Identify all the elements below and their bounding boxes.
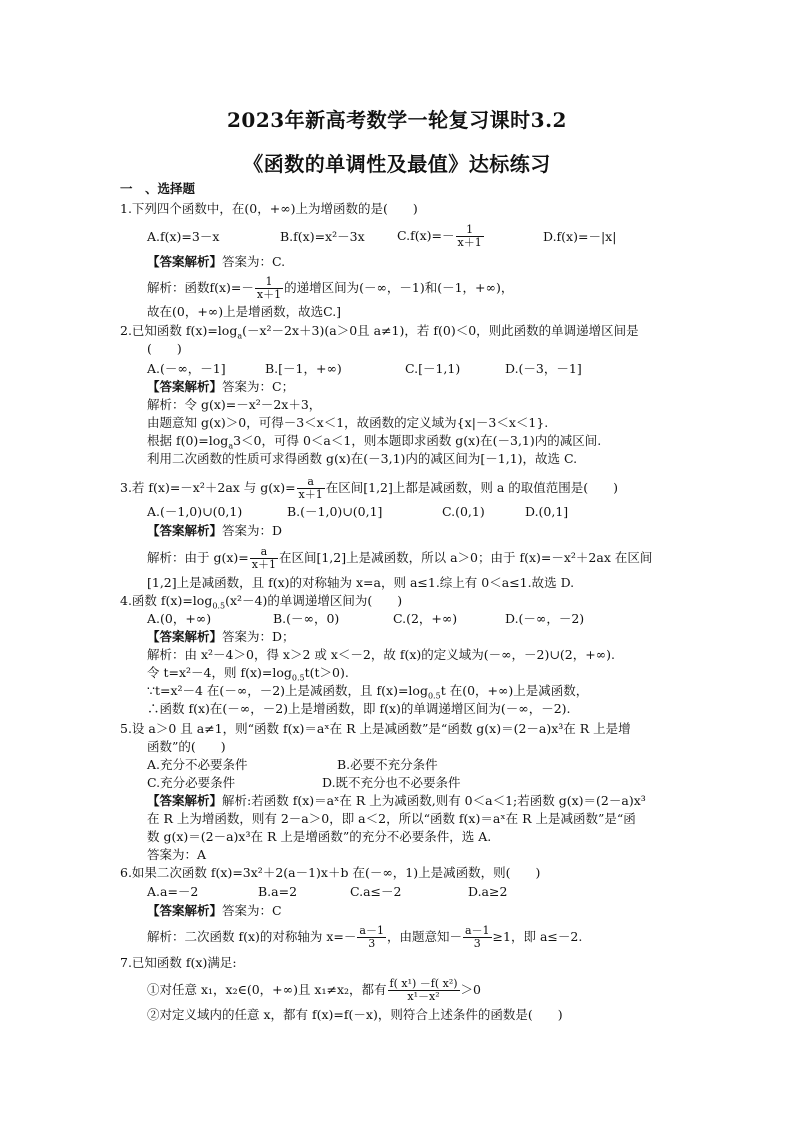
q3-explanation: 解析：由于 g(x)= $\frac{a}{x+1}$ 在区间[1,2]上是减函数，所以 a＞0；由于 f(x)=－x²＋2ax 在区间 — [147, 545, 653, 571]
q3-option-d: D.(0,1] — [525, 504, 569, 519]
document-title: 2023年新高考数学一轮复习课时3.2 — [227, 108, 567, 132]
q6-explanation-fraction-2: $\frac{a-1}{3}$ — [464, 924, 490, 950]
q3-stem-fraction: $\frac{a}{x+1}$ — [298, 475, 323, 501]
q5-stem-line2: 函数”的( ) — [147, 739, 226, 754]
q4-explanation-1: 解析：由 x²－4＞0，得 x＞2 或 x＜－2，故 f(x)的定义域为(－∞，－2)∪(2，+∞). — [147, 647, 615, 662]
q5-answer: 答案为：A — [147, 847, 207, 862]
q1-explanation-line2: 故在(0，+∞)上是增函数，故选C.] — [147, 304, 342, 319]
q5-stem: 5.设 a＞0 且 a≠1，则“函数 f(x)＝aˣ在 R 上是减函数”是“函数 g(x)＝(2－a)x³在 R 上是增 — [120, 721, 631, 736]
q7-stem: 7.已知函数 f(x)满足: — [120, 955, 237, 970]
q4-option-a: A.(0，+∞) — [147, 611, 212, 626]
q3-option-b: B.(－1,0)∪(0,1] — [287, 504, 383, 519]
q5-explanation-3: 数 g(x)＝(2－a)x³在 R 上是增函数”的充分不必要条件，选 A. — [147, 829, 492, 844]
q1-answer: 【答案解析】答案为：C. — [147, 254, 286, 269]
q5-option-d: D.既不充分也不必要条件 — [322, 775, 461, 790]
q4-stem: 4.函数 $f(x)=\log_{0.5}(x^2-4)$的单调递增区间为( ) — [120, 593, 403, 611]
q3-option-c: C.(0,1) — [442, 504, 485, 519]
q2-stem: 2.已知函数 $f(x)=\log_a(-x^2-2x+3)(a>0$且 a≠1)，若 f(0)＜0，则此函数的单调递增区间是 — [120, 323, 639, 341]
q2-explanation-3: 根据 $f(0)=\log_a3<0$，可得 0＜a＜1，则本题即求函数 g(x)在(－3,1)内的减区间. — [147, 433, 602, 451]
q4-option-b: B.(－∞，0) — [273, 611, 340, 626]
q5-option-c: C.充分必要条件 — [147, 775, 236, 790]
q1-option-d: D.f(x)=－|x| — [543, 229, 617, 244]
q6-answer: 【答案解析】答案为：C — [147, 903, 282, 918]
q2-answer: 【答案解析】答案为：C； — [147, 379, 295, 394]
q6-stem: 6.如果二次函数 f(x)=3x²＋2(a－1)x＋b 在(－∞，1)上是减函数，则( ) — [120, 865, 541, 880]
q1-stem: 1.下列四个函数中，在(0，+∞)上为增函数的是( ) — [120, 201, 418, 216]
q3-answer: 【答案解析】答案为：D — [147, 523, 283, 538]
q4-option-c: C.(2，+∞) — [393, 611, 458, 626]
q2-explanation-1: 解析：令 g(x)=－x²－2x＋3， — [147, 397, 322, 412]
q7-condition-2: ②对定义域内的任意 x，都有 f(x)=f(－x)，则符合上述条件的函数是( ) — [147, 1007, 563, 1022]
document-subtitle: 《函数的单调性及最值》达标练习 — [243, 152, 551, 176]
q1-explanation: 解析：函数f(x)=－ $\frac{1}{x+1}$ 的递增区间为(－∞，－1)和(－1，+∞)， — [147, 275, 514, 301]
q1-explanation-fraction: $\frac{1}{x+1}$ — [256, 275, 282, 301]
q2-explanation-2: 由题意知 g(x)＞0，可得－3＜x＜1，故函数的定义域为{x|－3＜x＜1}. — [147, 415, 549, 430]
q5-explanation-1: 【答案解析】解析:若函数 f(x)＝aˣ在 R 上为减函数,则有 0＜a＜1;若函数 g(x)＝(2－a)x³ — [147, 793, 646, 808]
q5-option-a: A.充分不必要条件 — [147, 757, 248, 772]
q4-explanation-2: 令 t=x²－4，则 $f(x)=\log_{0.5}t(t>0)$. — [147, 665, 349, 683]
q6-option-d: D.a≥2 — [468, 884, 508, 899]
q5-option-b: B.必要不充分条件 — [337, 757, 438, 772]
q1-option-b: B.f(x)=x²－3x — [280, 229, 365, 244]
q2-option-d: D.(－3，－1] — [505, 361, 582, 376]
q6-option-b: B.a=2 — [258, 884, 298, 899]
q1-option-c-fraction: $\frac{1}{x+1}$ — [457, 223, 482, 249]
q4-explanation-3: ∵t=x²－4 在(－∞，－2)上是减函数，且 $f(x)=\log_{0.5}t$ 在(0，+∞)上是减函数， — [147, 683, 589, 701]
q1-option-c: C.f(x)=－ $\frac{1}{x+1}$ — [397, 223, 482, 249]
q3-option-a: A.(－1,0)∪(0,1) — [147, 504, 243, 519]
q2-option-a: A.(－∞，－1] — [147, 361, 226, 376]
q5-explanation-2: 在 R 上为增函数，则有 2－a＞0，即 a＜2，所以“函数 f(x)＝aˣ在 R 上是减函数”是“函 — [147, 811, 636, 826]
q2-stem-line2: ( ) — [147, 341, 182, 356]
q6-explanation-fraction-1: $\frac{a-1}{3}$ — [359, 924, 384, 950]
q6-explanation: 解析：二次函数 f(x)的对称轴为 x=－ $\frac{a-1}{3}$ ，由题意知－ $\frac{a-1}{3}$ ≥1，即 a≤－2. — [147, 924, 583, 950]
q4-answer: 【答案解析】答案为：D； — [147, 629, 295, 644]
q7-condition-1: ①对任意 x₁，x₂∈(0，+∞)且 x₁≠x₂，都有 $\frac{\text{f( x¹) －f( x²)}}{\text{x¹－x²}}$ ＞0 — [147, 977, 481, 1003]
q1-option-a: A.f(x)=3－x — [147, 229, 220, 244]
q4-explanation-4: ∴函数 f(x)在(－∞，－2)上是增函数，即 f(x)的单调递增区间为(－∞，－2). — [147, 701, 571, 716]
q2-option-b: B.[－1，+∞) — [265, 361, 342, 376]
q3-stem: 3.若 f(x)=－x²＋2ax 与 g(x)= $\frac{a}{x+1}$ 在区间[1,2]上都是减函数，则 a 的取值范围是( ) — [120, 475, 619, 501]
q4-option-d: D.(－∞，－2) — [505, 611, 585, 626]
q3-explanation-fraction: $\frac{a}{x+1}$ — [251, 545, 276, 571]
q2-option-c: C.[－1,1) — [405, 361, 461, 376]
section-heading: 一 、选择题 — [120, 181, 196, 196]
q2-explanation-4: 利用二次函数的性质可求得函数 g(x)在(－3,1)内的减区间为[－1,1)，故选 C. — [147, 451, 578, 466]
q3-explanation-line2: [1,2]上是减函数，且 f(x)的对称轴为 x=a，则 a≤1.综上有 0＜a≤1.故选 D. — [147, 575, 575, 590]
q6-option-c: C.a≤－2 — [350, 884, 402, 899]
q6-option-a: A.a=－2 — [147, 884, 199, 899]
q7-condition-fraction: $\frac{\text{f( x¹) －f( x²)}}{\text{x¹－x²}}$ — [389, 977, 458, 1003]
